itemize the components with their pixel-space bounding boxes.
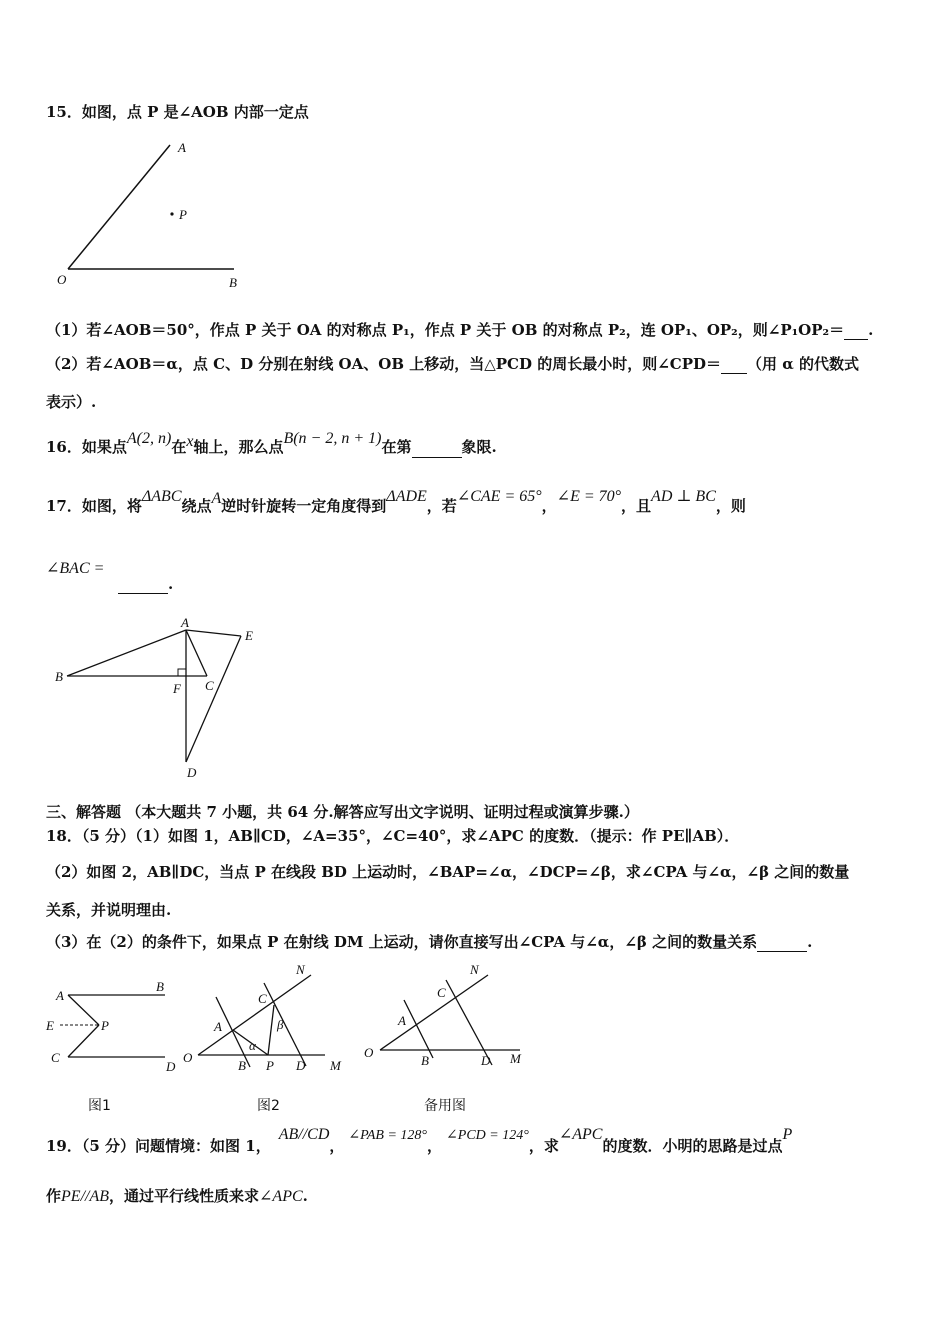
- q19-c3: ∠PCD = 124°: [446, 1128, 529, 1143]
- label-c: C: [205, 678, 214, 693]
- label-p: P: [179, 207, 187, 222]
- section3-heading: 三、解答题 （本大题共 7 小题，共 64 分.解答应写出文字说明、证明过程或演算步骤.）: [46, 803, 639, 821]
- q19-c4: ∠APC: [558, 1126, 603, 1143]
- q16-mid2: 轴上，那么点: [193, 438, 284, 456]
- fig3-label-b: B: [421, 1053, 429, 1068]
- q15-part1-text: （1）若∠AOB＝50°，作点 P 关于 OA 的对称点 P₁，作点 P 关于 OB 的对称点 P₂，连 OP₁、OP₂，则∠P₁OP₂＝: [46, 321, 845, 339]
- label-b: B: [229, 275, 237, 290]
- q19-l2pre: 作: [46, 1187, 62, 1205]
- fig1-label-p: P: [101, 1018, 109, 1033]
- q15-part2-cont: 表示）.: [46, 393, 97, 411]
- q19-s3: ，求: [528, 1137, 559, 1155]
- fig1-label-e: E: [46, 1018, 54, 1033]
- q18-line2: （2）如图 2，AB∥DC，当点 P 在线段 BD 上运动时，∠BAP=∠α，∠DCP=∠β，求∠CPA 与∠α，∠β 之间的数量: [46, 863, 850, 881]
- q17-pre: 17．如图，将: [46, 497, 142, 515]
- fig2-label-d: D: [296, 1058, 306, 1073]
- q17-ask-end: .: [168, 575, 174, 593]
- label-d: D: [187, 765, 197, 780]
- fig2-caption: 图2: [257, 1098, 280, 1114]
- fig2-label-b: B: [238, 1058, 246, 1073]
- q18-fig3: [364, 962, 522, 1068]
- fig1-label-a: A: [56, 988, 64, 1003]
- q19-p: P: [782, 1126, 793, 1143]
- q19-line2: [46, 1186, 308, 1207]
- label-b: B: [55, 669, 63, 684]
- q18-line4-text: （3）在（2）的条件下，如果点 P 在射线 DM 上运动，请你直接写出∠CPA 与∠α，∠β 之间的数量关系: [46, 933, 758, 951]
- fig2-label-a: A: [214, 1019, 222, 1034]
- fig2-label-c: C: [258, 991, 267, 1006]
- q17-t1: 绕点: [181, 497, 212, 515]
- q15-part1-end: .: [868, 321, 874, 339]
- fig2-label-p: P: [266, 1058, 274, 1073]
- q18-line3: 关系，并说明理由.: [46, 901, 172, 919]
- q16-mid1: 在: [171, 438, 187, 456]
- fig3-line-ab: [404, 1000, 433, 1058]
- label-a: A: [178, 140, 186, 155]
- q16-mid3: 在第: [381, 438, 412, 456]
- q17-ask-expr: ∠BAC =: [46, 560, 105, 577]
- q15-part2-end: （用 α 的代数式: [747, 355, 859, 373]
- fig3-label-c: C: [437, 985, 446, 1000]
- fig1-label-d: D: [166, 1059, 176, 1074]
- fig2-label-alpha: α: [249, 1038, 256, 1053]
- fig1-caption: 图1: [88, 1098, 111, 1114]
- q19-pre: 19．（5 分）问题情境：如图 1，: [46, 1137, 271, 1155]
- q19-s1: ，: [329, 1137, 345, 1155]
- fig3-label-d: D: [481, 1053, 491, 1068]
- q15-part2-text: （2）若∠AOB＝α，点 C、D 分别在射线 OA、OB 上移动，当△PCD 的周长最小时，则∠CPD＝: [46, 355, 721, 373]
- q19-line1: [46, 1126, 793, 1158]
- q17-t4: ，: [541, 497, 557, 515]
- q17-cond1: ∠CAE = 65°: [456, 488, 542, 505]
- q18-line1: 18．（5 分）（1）如图 1，AB∥CD，∠A=35°，∠C=40°，求∠APC 的度数．（提示：作 PE∥AB）．: [46, 827, 740, 845]
- fig3-label-a: A: [398, 1013, 406, 1028]
- fig2-label-n: N: [296, 962, 305, 977]
- q15-stem: 15．如图，点 P 是∠AOB 内部一定点: [46, 103, 309, 121]
- q17-t6: ，则: [715, 497, 746, 515]
- fig1-line-pc: [68, 1025, 99, 1057]
- q19-l2end: ，通过平行线性质来求: [109, 1187, 260, 1205]
- q19-c6: ∠APC: [259, 1188, 303, 1205]
- q17-a: A: [211, 490, 222, 507]
- q16-pre: 16．如果点: [46, 438, 127, 456]
- q17-cond3: AD ⊥ BC: [651, 488, 716, 505]
- fig1-label-b: B: [156, 979, 164, 994]
- fig2-line-cd: [264, 983, 306, 1066]
- fig3-label-m: M: [510, 1051, 521, 1066]
- q19-c1: AB//CD: [278, 1126, 330, 1143]
- fig3-line-on: [380, 975, 488, 1050]
- label-f: F: [173, 681, 181, 696]
- fig2-label-beta: β: [277, 1017, 284, 1032]
- q17-tri2: ΔADE: [386, 488, 427, 505]
- q17-tri1: ΔABC: [141, 488, 182, 505]
- q19-s4: 的度数．小明的思路是过点: [602, 1137, 783, 1155]
- q16-x: x: [186, 433, 194, 450]
- q17-cond2: ∠E = 70°: [556, 488, 622, 505]
- fig2-label-o: O: [183, 1050, 193, 1065]
- q19-c2: ∠PAB = 128°: [348, 1128, 428, 1143]
- q18-fig2: [183, 962, 342, 1073]
- q19-s2: ，: [427, 1137, 443, 1155]
- q16-end: 象限.: [461, 438, 497, 456]
- q17-t5: ，且: [621, 497, 652, 515]
- fig3-caption: 备用图: [424, 1098, 466, 1114]
- label-o: O: [57, 272, 67, 287]
- fig3-label-n: N: [470, 962, 479, 977]
- q19-c5: PE//AB: [61, 1188, 109, 1205]
- q19-l2dot: .: [302, 1187, 308, 1205]
- fig2-line-cp: [268, 1005, 274, 1055]
- q17-t2: 逆时针旋转一定角度得到: [221, 497, 387, 515]
- q18-fig1: [45, 979, 176, 1074]
- fig1-line-ap: [68, 995, 99, 1025]
- fig1-label-c: C: [51, 1050, 60, 1065]
- fig2-label-m: M: [330, 1058, 341, 1073]
- label-a: A: [181, 615, 189, 630]
- q17-t3: ，若: [426, 497, 457, 515]
- fig3-label-o: O: [364, 1045, 374, 1060]
- q16-point-b: B(n − 2, n + 1): [283, 430, 382, 447]
- label-e: E: [245, 628, 253, 643]
- q18-line4-end: .: [807, 933, 813, 951]
- q16-point-a: A(2, n): [126, 430, 172, 447]
